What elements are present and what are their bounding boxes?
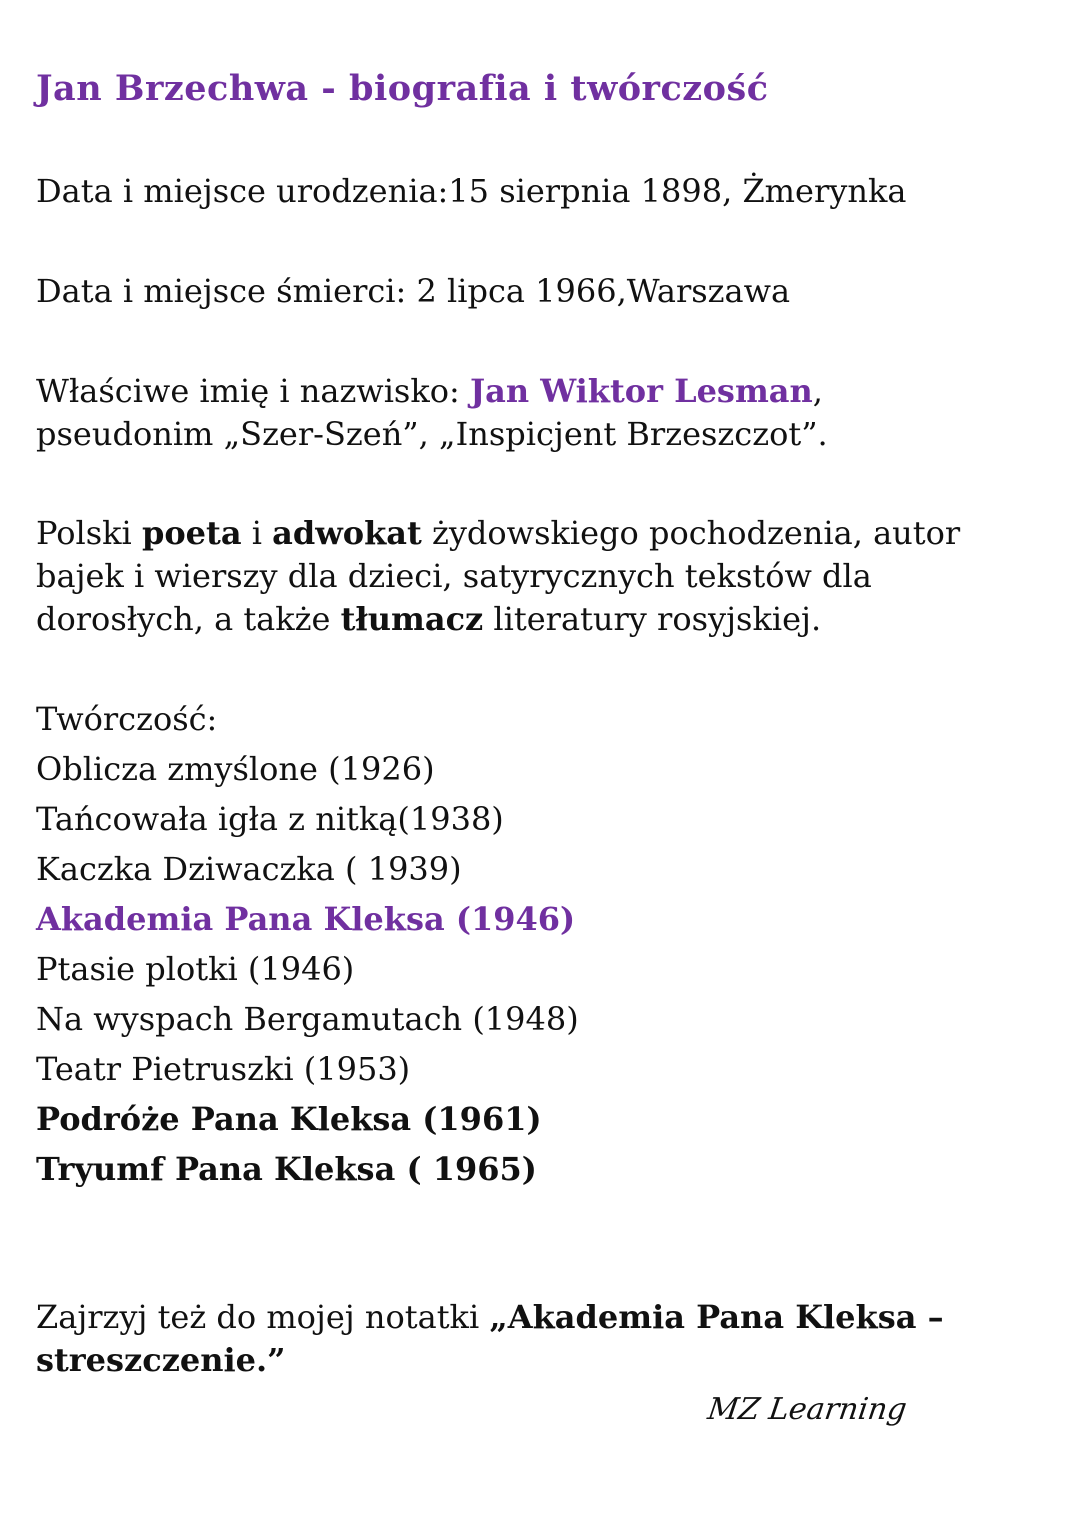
work-item-bold: Podróże Pana Kleksa (1961) — [36, 1100, 542, 1138]
death-info: Data i miejsce śmierci: 2 lipca 1966,Warszawa — [36, 272, 791, 310]
works-heading: Twórczość: — [36, 700, 218, 738]
description-paragraph — [36, 512, 1046, 641]
footer-note-text: Zajrzyj też do mojej notatki — [36, 1298, 490, 1336]
footer-note-link-title: „Akademia Pana Kleksa – streszczenie.” — [36, 1298, 944, 1379]
page-title: Jan Brzechwa - biografia i twórczość — [36, 68, 769, 109]
works-list — [36, 744, 579, 1194]
description-poeta: poeta — [141, 514, 242, 552]
description-text-3: żydowskiego pochodzenia, autor bajek i wierszy dla dzieci, satyrycznych tekstów dla dorosłych, a także — [36, 514, 961, 638]
work-item: Na wyspach Bergamutach (1948) — [36, 1000, 579, 1038]
work-item: Oblicza zmyślone (1926) — [36, 750, 435, 788]
real-name-suffix: , — [812, 372, 823, 410]
description-text-2: i — [241, 514, 273, 552]
description-text-4: literatury rosyjskiej. — [483, 600, 822, 638]
real-name: Jan Wiktor Lesman — [469, 372, 813, 410]
work-item: Kaczka Dziwaczka ( 1939) — [36, 850, 462, 888]
signature: MZ Learning — [705, 1392, 909, 1427]
pseudonym-text: pseudonim „Szer-Szeń”, „Inspicjent Brzeszczot”. — [36, 415, 828, 453]
description-adwokat: adwokat — [272, 514, 422, 552]
work-item-highlighted: Akademia Pana Kleksa (1946) — [36, 900, 576, 938]
work-item: Ptasie plotki (1946) — [36, 950, 355, 988]
description-tlumacz: tłumacz — [340, 600, 484, 638]
work-item: Teatr Pietruszki (1953) — [36, 1050, 411, 1088]
description-text-1: Polski — [36, 514, 142, 552]
real-name-paragraph — [36, 370, 1046, 456]
work-item-bold: Tryumf Pana Kleksa ( 1965) — [36, 1150, 537, 1188]
work-item: Tańcowała igła z nitką(1938) — [36, 800, 504, 838]
birth-info: Data i miejsce urodzenia:15 sierpnia 1898, Żmerynka — [36, 172, 907, 210]
footer-note — [36, 1296, 1046, 1382]
real-name-prefix: Właściwe imię i nazwisko: — [36, 372, 470, 410]
